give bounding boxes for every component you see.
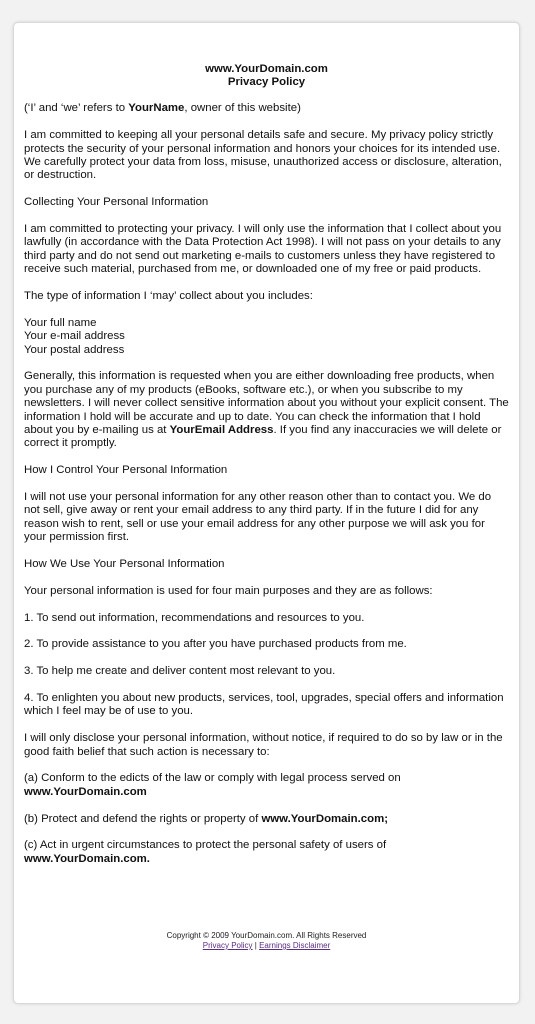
paragraph-commitment: I am committed to keeping all your personal details safe and secure. My privacy policy strictly protects the security of your personal information and honors your choices for its intended use. We carefully protect your data from loss, misuse, unauthorized access or disclosure, alteration, or destruction. — [24, 129, 502, 182]
intro-pre: (‘I’ and ‘we’ refers to — [24, 102, 129, 115]
paragraph-disclose: I will only disclose your personal information, without notice, if required to do so by law or in the good faith belief that such action is necessary to: — [24, 732, 503, 758]
list-item: Your e-mail address — [24, 330, 125, 343]
purpose-item: 4. To enlighten you about new products, services, tool, upgrades, special offers and information which I feel may be of use to you. — [24, 692, 504, 718]
paragraph-general — [24, 370, 509, 450]
intro-post: , owner of this website) — [184, 102, 301, 115]
general-pre: Generally, this information is requested when you are either downloading free products, when you purchase any of my products (eBooks, software etc.), or when you subscribe to my newsletters. I will never collect sensitive information about you without your explicit consent. The information I hold will be accurate and up to date. You can check the information that I hold about you by e-mailing us at — [24, 370, 509, 437]
item-a-text: (a) Conform to the edicts of the law or comply with legal process served on — [24, 772, 401, 785]
footer-separator: | — [252, 941, 260, 950]
policy-content — [24, 63, 509, 880]
purpose-item: 2. To provide assistance to you after you have purchased products from me. — [24, 638, 407, 651]
paragraph-collecting: I am committed to protecting your privacy. I will only use the information that I collect about you lawfully (in accordance with the Data Protection Act 1998). I will not pass on your details to any third party and do not send out marketing e-mails to customers unless they have registered to receive such material, purchased from me, or downloaded one of my free or paid products. — [24, 223, 502, 276]
earnings-disclaimer-link[interactable]: Earnings Disclaimer — [259, 941, 331, 950]
item-b-text: (b) Protect and defend the rights or property of — [24, 812, 262, 825]
purpose-item: 1. To send out information, recommendations and resources to you. — [24, 611, 365, 624]
email-address: YourEmail Address — [169, 424, 274, 437]
info-types-list — [24, 317, 509, 357]
purpose-item: 3. To help me create and deliver content most relevant to you. — [24, 665, 336, 678]
paragraph-info-types: The type of information I ‘may’ collect about you includes: — [24, 290, 313, 303]
general-post: . If you find any inaccuracies we will delete or correct it promptly. — [24, 424, 502, 450]
list-item: Your postal address — [24, 343, 125, 356]
site-domain: www.YourDomain.com — [205, 63, 328, 75]
disclose-item-c — [24, 839, 509, 866]
intro-paragraph — [24, 102, 509, 115]
item-b-domain: www.YourDomain.com; — [261, 812, 389, 825]
heading-collecting: Collecting Your Personal Information — [24, 196, 209, 209]
paragraph-purposes: Your personal information is used for four main purposes and they are as follows: — [24, 584, 433, 597]
item-a-domain: www.YourDomain.com — [24, 785, 147, 798]
heading-control: How I Control Your Personal Information — [24, 464, 228, 477]
disclose-item-a — [24, 772, 509, 799]
privacy-policy-link[interactable]: Privacy Policy — [202, 941, 253, 950]
footer-links — [14, 941, 519, 951]
item-c-text: (c) Act in urgent circumstances to protect the personal safety of users of — [24, 839, 387, 852]
owner-name: YourName — [128, 102, 185, 115]
footer — [14, 931, 519, 951]
list-item: Your full name — [24, 316, 97, 329]
page-title: Privacy Policy — [227, 76, 306, 88]
disclose-item-b — [24, 813, 509, 826]
item-c-domain: www.YourDomain.com. — [24, 852, 150, 865]
page-card — [13, 22, 520, 1004]
paragraph-control: I will not use your personal information for any other reason other than to contact you. We do not sell, give away or rent your email address to any third party. If in the future I did for any reason wish to rent, sell or use your email address for any other purpose we will ask you for your permission first. — [24, 491, 492, 544]
heading-use: How We Use Your Personal Information — [24, 558, 225, 571]
copyright: Copyright © 2009 YourDomain.com. All Rights Reserved — [166, 931, 367, 940]
